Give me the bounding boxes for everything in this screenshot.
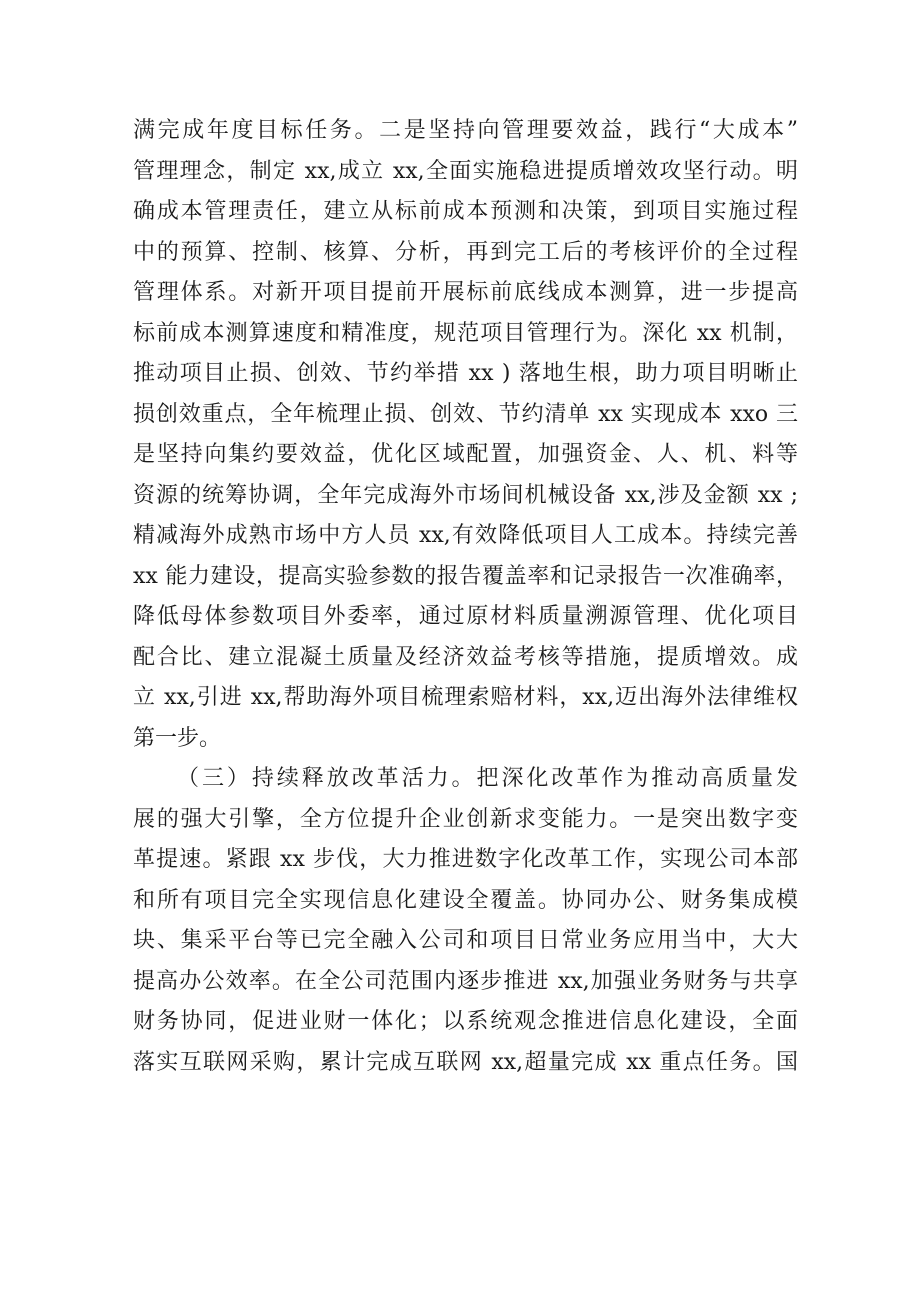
text-line: 革提速。紧跟 xx 步伐，大力推进数字化改革工作，实现公司本部: [133, 847, 798, 872]
text-line: 和所有项目完全实现信息化建设全覆盖。协同办公、财务集成模: [133, 887, 798, 913]
paragraph-2: [133, 759, 798, 1083]
text-line: 第一步。: [133, 725, 222, 751]
text-line: 财务协同，促进业财一体化；以系统观念推进信息化建设，全面: [133, 1009, 798, 1034]
text-line: 是坚持向集约要效益，优化区域配置，加强资金、人、机、料等: [133, 442, 798, 467]
text-line: 中的预算、控制、核算、分析，再到完工后的考核评价的全过程: [133, 239, 798, 265]
text-line: 提高办公效率。在全公司范围内逐步推进 xx,加强业务财务与共享: [133, 968, 798, 994]
text-line: 资源的统筹协调，全年完成海外市场间机械设备 xx,涉及金额 xx ;: [133, 482, 798, 508]
text-line: 推动项目止损、创效、节约举措 xx ) 落地生根，助力项目明晰止: [133, 361, 798, 386]
section-heading-line: （三）持续释放改革活力。把深化改革作为推动高质量发: [177, 766, 798, 791]
document-body: [133, 111, 798, 1083]
text-line: 落实互联网采购，累计完成互联网 xx,超量完成 xx 重点任务。国: [133, 1049, 798, 1075]
text-line: 立 xx,引进 xx,帮助海外项目梳理索赔材料，xx,迈出海外法律维权: [133, 685, 798, 710]
text-line: xx 能力建设，提高实验参数的报告覆盖率和记录报告一次准确率，: [133, 563, 798, 589]
text-line: 展的强大引擎，全方位提升企业创新求变能力。一是突出数字变: [133, 806, 798, 832]
text-line: 配合比、建立混凝土质量及经济效益考核等措施，提质增效。成: [133, 644, 798, 670]
text-line: 降低母体参数项目外委率，通过原材料质量溯源管理、优化项目: [133, 604, 798, 629]
text-line: 块、集采平台等已完全融入公司和项目日常业务应用当中，大大: [133, 928, 798, 953]
text-line: 标前成本测算速度和精准度，规范项目管理行为。深化 xx 机制，: [133, 320, 798, 346]
text-line: 精减海外成熟市场中方人员 xx,有效降低项目人工成本。持续完善: [133, 523, 798, 548]
paragraph-1: [133, 111, 798, 759]
text-line: 满完成年度目标任务。二是坚持向管理要效益，践行“大成本”: [133, 118, 798, 143]
text-line: 管理体系。对新开项目提前开展标前底线成本测算，进一步提高: [133, 280, 798, 305]
text-line: 损创效重点，全年梳理止损、创效、节约清单 xx 实现成本 xxo 三: [133, 401, 798, 427]
text-line: 确成本管理责任，建立从标前成本预测和决策，到项目实施过程: [133, 199, 798, 224]
text-line: 管理理念，制定 xx,成立 xx,全面实施稳进提质增效攻坚行动。明: [133, 158, 798, 184]
